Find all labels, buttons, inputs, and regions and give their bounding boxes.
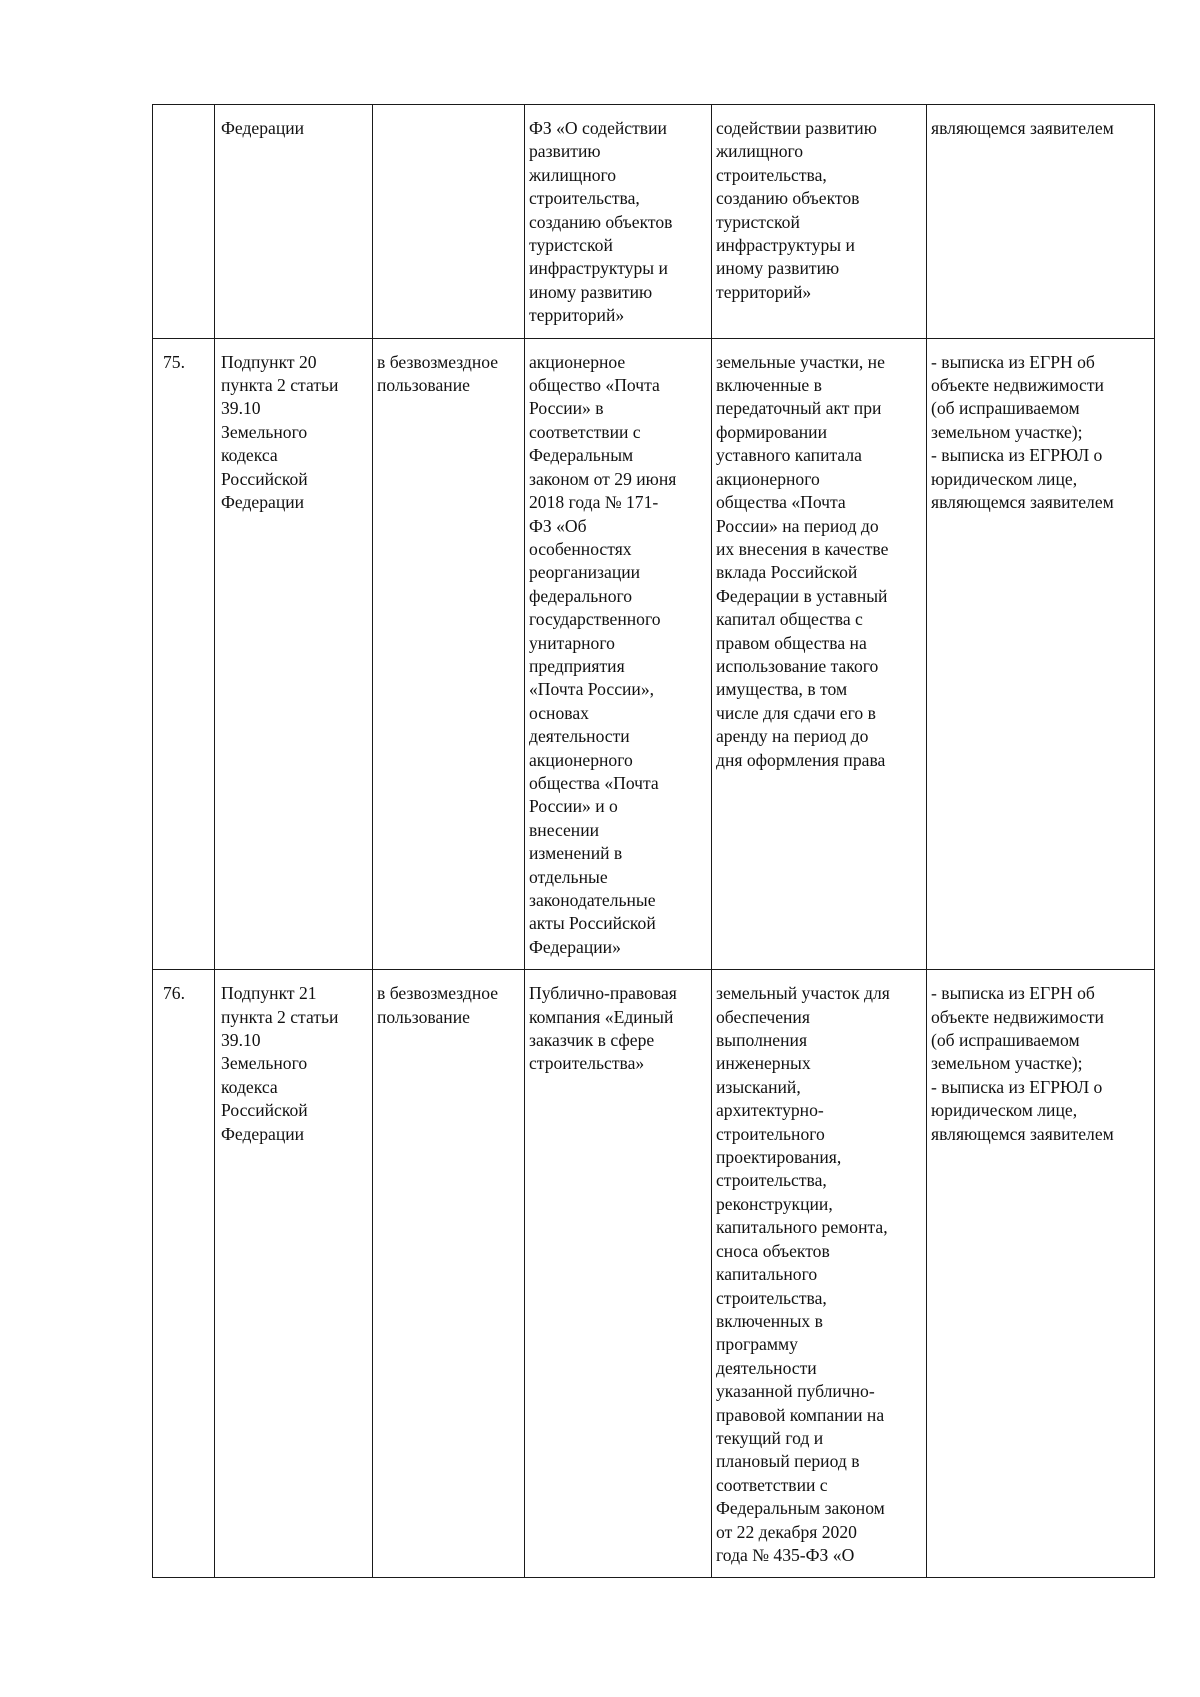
applicant-cell: акционерное общество «Почта России» в соответствии с Федеральным законом от 29 июня 2018 года № 171- ФЗ «Об особенностях реорганизации федерального государственного унитарного предприятия «Почта России», основах деятельности акционерного общества «Почта России» и о внесении изменений в отдельные законодательные акты Российской Федерации» <box>525 338 712 970</box>
row-number-cell: 76. <box>153 970 215 1578</box>
table-row-75 <box>153 338 1155 970</box>
provision-kind-cell: в безвозмездное пользование <box>373 338 525 970</box>
table-row-76 <box>153 970 1155 1578</box>
legal-basis-cell: Подпункт 21 пункта 2 статьи 39.10 Земельного кодекса Российской Федерации <box>215 970 373 1578</box>
legal-basis-cell: Федерации <box>215 105 373 339</box>
table-row-continued <box>153 105 1155 339</box>
land-plot-cell: земельные участки, не включенные в передаточный акт при формировании уставного капитала акционерного общества «Почта России» на период до их внесения в качестве вклада Российской Федерации в уставный капитал общества с правом общества на использование такого имущества, в том числе для сдачи его в аренду на период до дня оформления права <box>712 338 927 970</box>
land-plot-cell: содействии развитию жилищного строительства, созданию объектов туристской инфраструктуры и иному развитию территорий» <box>712 105 927 339</box>
documents-cell: являющемся заявителем <box>927 105 1155 339</box>
documents-cell: - выписка из ЕГРН об объекте недвижимости (об испрашиваемом земельном участке); - выписка из ЕГРЮЛ о юридическом лице, являющемся заявителем <box>927 338 1155 970</box>
provision-kind-cell: в безвозмездное пользование <box>373 970 525 1578</box>
provision-kind-cell <box>373 105 525 339</box>
row-number-cell: 75. <box>153 338 215 970</box>
land-plot-cell: земельный участок для обеспечения выполнения инженерных изысканий, архитектурно- строительного проектирования, строительства, реконструкции, капитального ремонта, сноса объектов капитального строительства, включенных в программу деятельности указанной публично- правовой компании на текущий год и плановый период в соответствии с Федеральным законом от 22 декабря 2020 года № 435-ФЗ «О <box>712 970 927 1578</box>
applicant-cell: Публично-правовая компания «Единый заказчик в сфере строительства» <box>525 970 712 1578</box>
applicant-cell: ФЗ «О содействии развитию жилищного строительства, созданию объектов туристской инфраструктуры и иному развитию территорий» <box>525 105 712 339</box>
legal-basis-cell: Подпункт 20 пункта 2 статьи 39.10 Земельного кодекса Российской Федерации <box>215 338 373 970</box>
row-number-cell <box>153 105 215 339</box>
land-plots-table <box>152 104 1155 1578</box>
documents-cell: - выписка из ЕГРН об объекте недвижимости (об испрашиваемом земельном участке); - выписка из ЕГРЮЛ о юридическом лице, являющемся заявителем <box>927 970 1155 1578</box>
